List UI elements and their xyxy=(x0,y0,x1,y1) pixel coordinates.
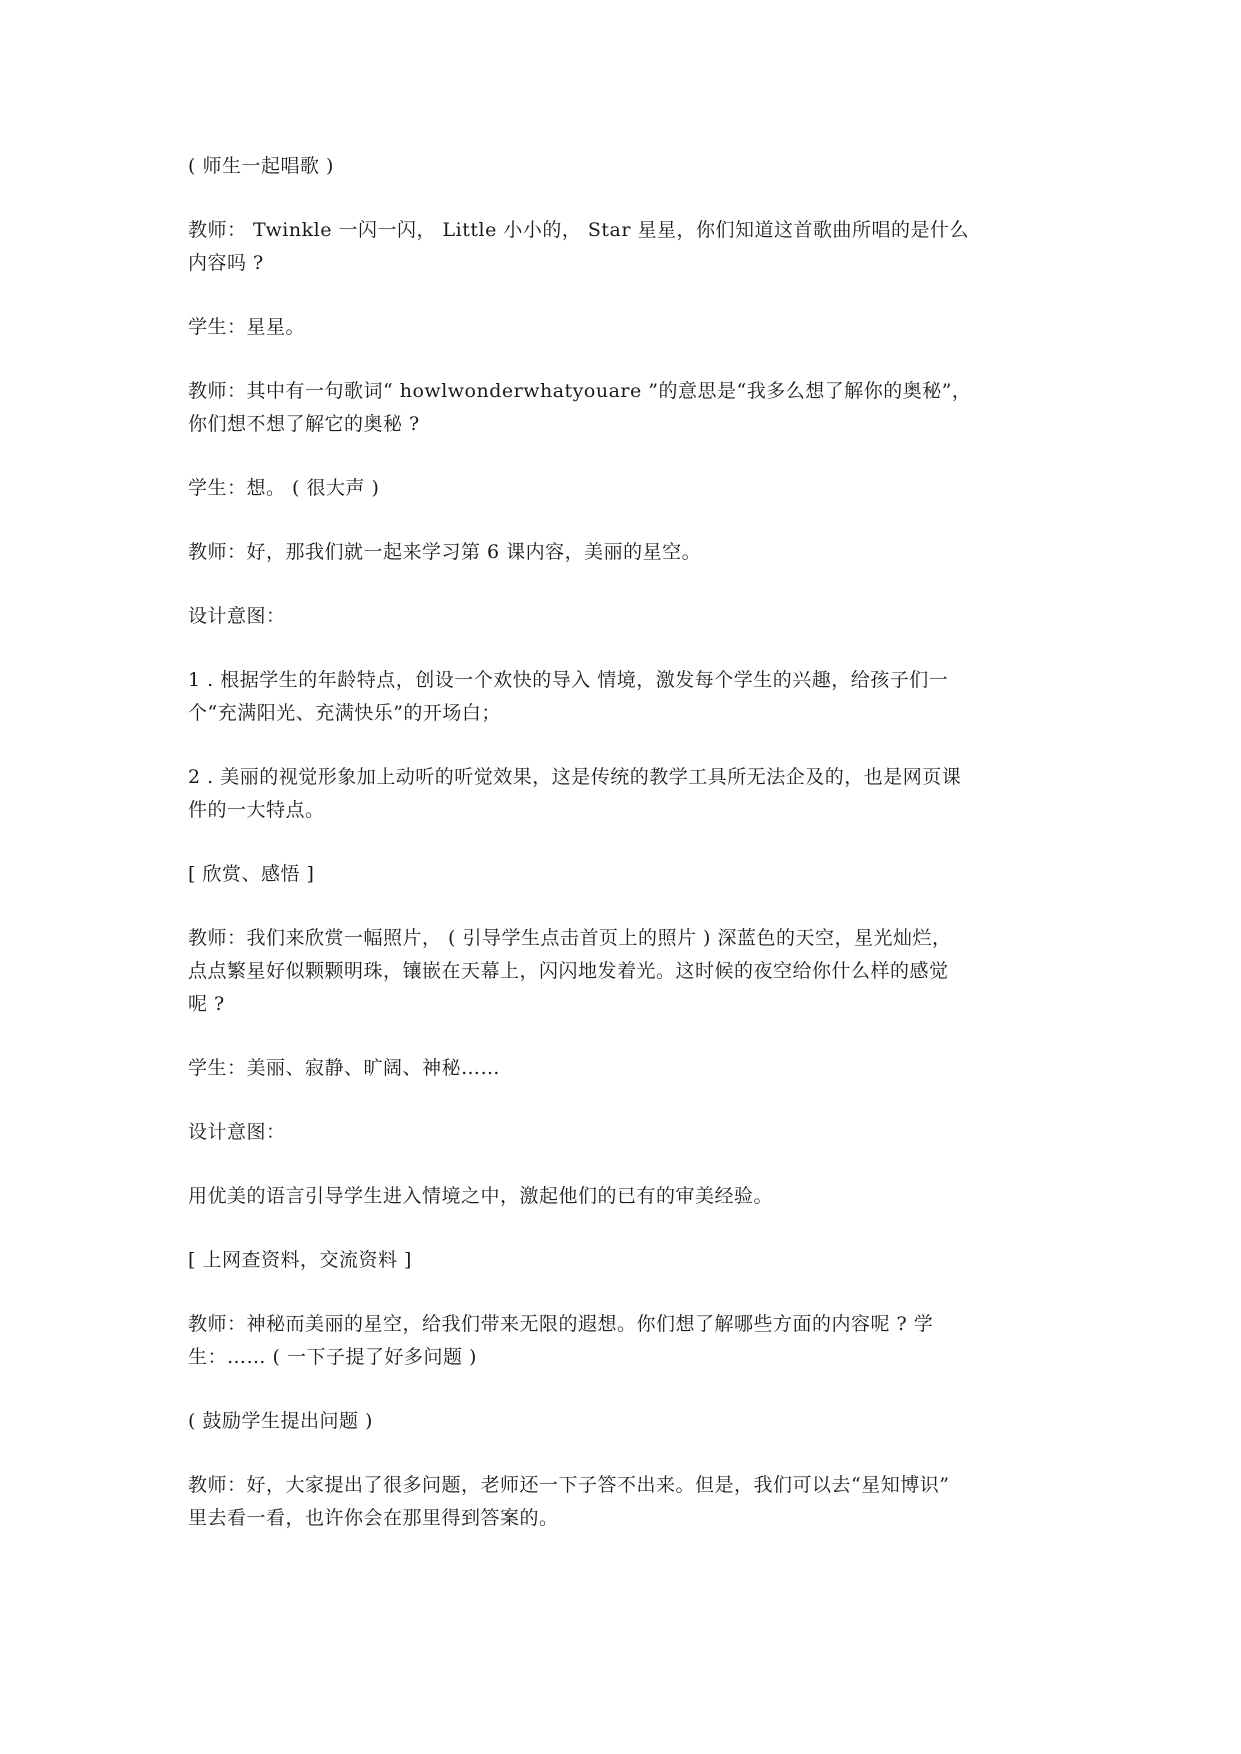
paragraph xyxy=(188,1116,1058,1149)
text-line: ( 鼓励学生提出问题 ) xyxy=(188,1410,373,1432)
paragraph xyxy=(188,536,1058,569)
text-line: 1 . 根据学生的年龄特点，创设一个欢快的导入 情境，激发每个学生的兴趣，给孩子们一 xyxy=(188,669,949,691)
text-line: 个“充满阳光、充满快乐”的开场白； xyxy=(188,702,501,724)
text-line: 用优美的语言引导学生进入情境之中，激起他们的已有的审美经验。 xyxy=(188,1185,774,1207)
text-line: 教师：好，那我们就一起来学习第 6 课内容，美丽的星空。 xyxy=(188,541,702,563)
text-line: 呢 ? xyxy=(188,993,225,1015)
text-line: [ 欣赏、感悟 ] xyxy=(188,863,315,885)
text-line: 里去看一看，也许你会在那里得到答案的。 xyxy=(188,1507,559,1529)
text-line: 生：…… ( 一下子提了好多问题 ) xyxy=(188,1346,477,1368)
text-line: ( 师生一起唱歌 ) xyxy=(188,155,334,177)
text-line: 教师：我们来欣赏一幅照片， ( 引导学生点击首页上的照片 ) 深蓝色的天空，星光灿烂， xyxy=(188,927,952,949)
text-line: 教师：神秘而美丽的星空，给我们带来无限的遐想。你们想了解哪些方面的内容呢 ? 学 xyxy=(188,1313,934,1335)
text-line: 学生：星星。 xyxy=(188,316,306,338)
text-line: 学生：想。 ( 很大声 ) xyxy=(188,477,380,499)
text-line: 件的一大特点。 xyxy=(188,799,325,821)
paragraph xyxy=(188,1469,1058,1535)
text-line: 设计意图： xyxy=(188,1121,286,1143)
paragraph xyxy=(188,1405,1058,1438)
text-line: 设计意图： xyxy=(188,605,286,627)
paragraph xyxy=(188,858,1058,891)
text-line: 你们想不想了解它的奥秘 ? xyxy=(188,413,420,435)
paragraph xyxy=(188,150,1058,183)
paragraph xyxy=(188,1244,1058,1277)
text-line: 内容吗 ? xyxy=(188,252,264,274)
text-line: 学生：美丽、寂静、旷阔、神秘…… xyxy=(188,1057,501,1079)
paragraph xyxy=(188,1308,1058,1374)
paragraph xyxy=(188,214,1058,280)
text-line: 点点繁星好似颗颗明珠，镶嵌在天幕上，闪闪地发着光。这时候的夜空给你什么样的感觉 xyxy=(188,960,949,982)
paragraph xyxy=(188,664,1058,730)
paragraph xyxy=(188,375,1058,441)
text-line: [ 上网查资料，交流资料 ] xyxy=(188,1249,412,1271)
paragraph xyxy=(188,472,1058,505)
text-line: 2 . 美丽的视觉形象加上动听的听觉效果，这是传统的教学工具所无法企及的，也是网页课 xyxy=(188,766,962,788)
paragraph xyxy=(188,600,1058,633)
text-line: 教师：其中有一句歌词“ howlwonderwhatyouare ”的意思是“我多么想了解你的奥秘”， xyxy=(188,380,972,402)
paragraph xyxy=(188,922,1058,1021)
paragraph xyxy=(188,1180,1058,1213)
paragraph xyxy=(188,1052,1058,1085)
document-body xyxy=(188,150,1058,1566)
paragraph xyxy=(188,761,1058,827)
text-line: 教师： Twinkle 一闪一闪， Little 小小的， Star 星星，你们知道这首歌曲所唱的是什么 xyxy=(188,219,969,241)
paragraph xyxy=(188,311,1058,344)
text-line: 教师：好，大家提出了很多问题，老师还一下子答不出来。但是，我们可以去“星知博识” xyxy=(188,1474,950,1496)
